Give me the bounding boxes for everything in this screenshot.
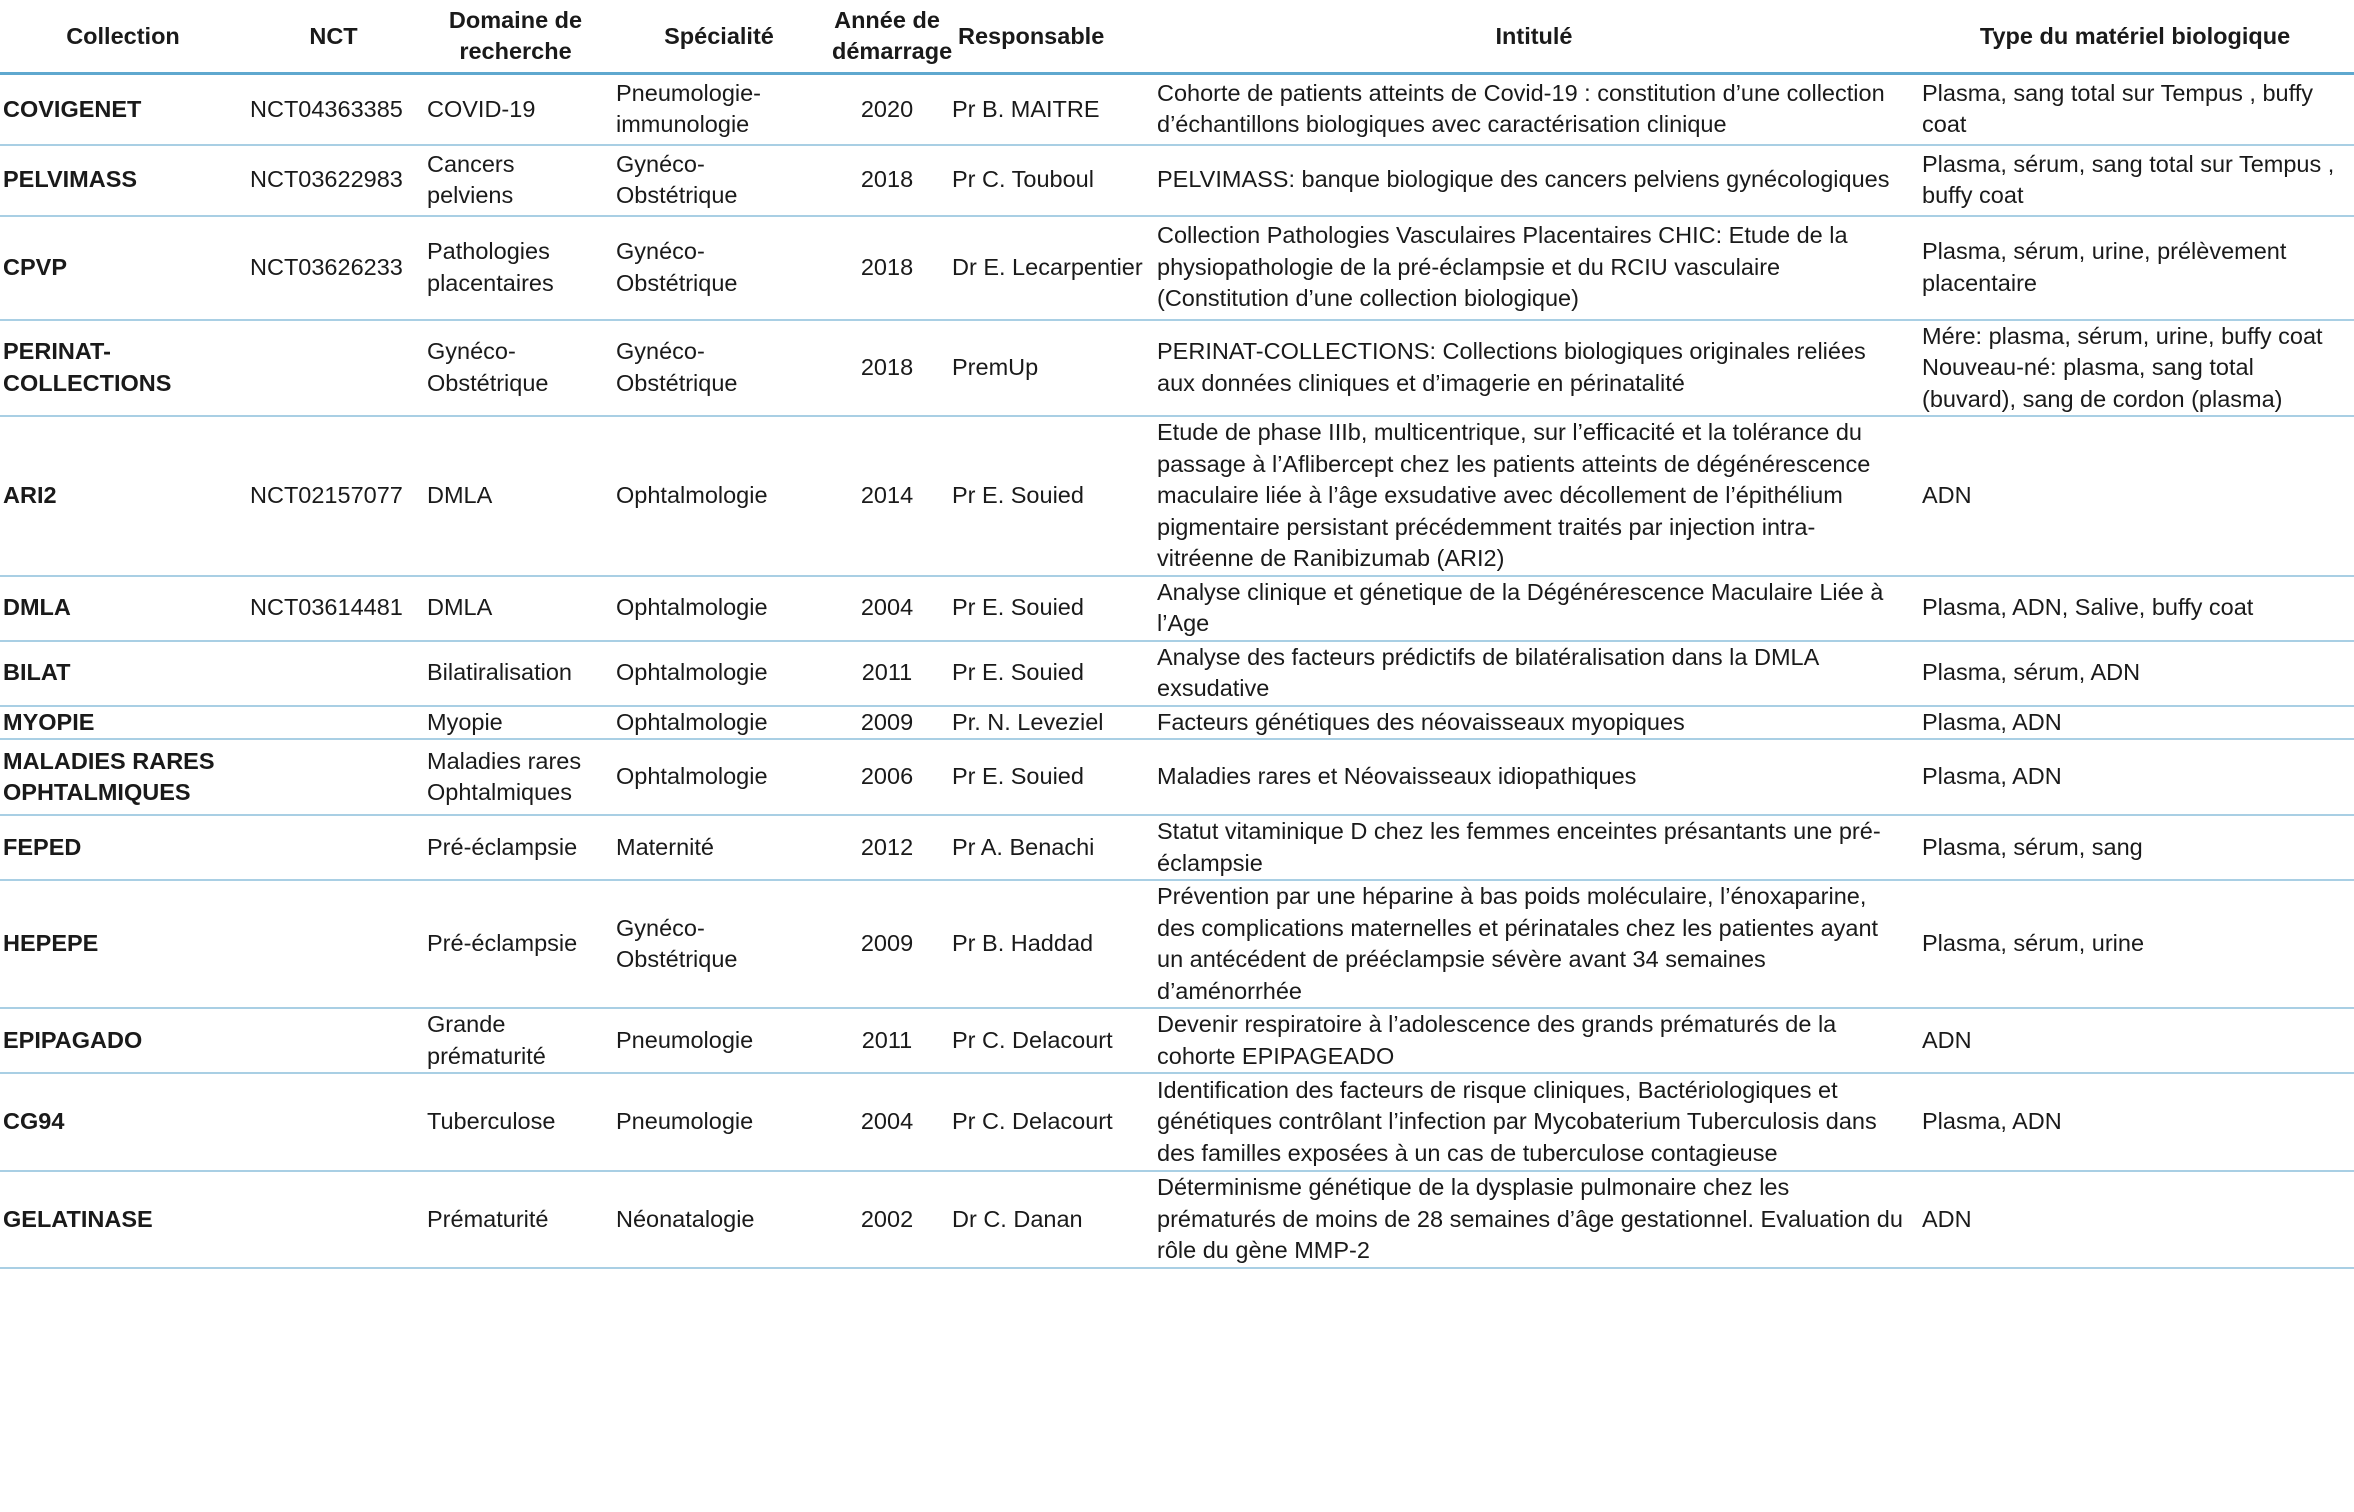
cell-collection: GELATINASE (0, 1171, 246, 1268)
cell-domaine: COVID-19 (421, 74, 610, 145)
cell-materiel: ADN (1916, 1008, 2354, 1073)
table-row (0, 320, 2354, 417)
cell-materiel: Plasma, ADN (1916, 706, 2354, 740)
cell-responsable: Pr B. Haddad (946, 880, 1152, 1008)
cell-intitule: PELVIMASS: banque biologique des cancers pelviens gynécologiques (1152, 145, 1916, 216)
header-collection: Collection (0, 0, 246, 74)
cell-materiel: Plasma, ADN (1916, 1073, 2354, 1171)
cell-materiel: Plasma, ADN (1916, 739, 2354, 815)
cell-collection: HEPEPE (0, 880, 246, 1008)
cell-intitule: Statut vitaminique D chez les femmes enceintes présantants une pré-éclampsie (1152, 815, 1916, 880)
header-intitule: Intitulé (1152, 0, 1916, 74)
table-row (0, 641, 2354, 706)
header-row (0, 0, 2354, 74)
cell-collection: MYOPIE (0, 706, 246, 740)
table-row (0, 815, 2354, 880)
cell-responsable: Pr E. Souied (946, 641, 1152, 706)
cell-specialite: Ophtalmologie (610, 576, 828, 641)
cell-specialite: Ophtalmologie (610, 739, 828, 815)
cell-collection: BILAT (0, 641, 246, 706)
cell-specialite: Gynéco-Obstétrique (610, 145, 828, 216)
cell-annee: 2014 (828, 416, 946, 576)
cell-annee: 2018 (828, 320, 946, 417)
cell-specialite: Pneumologie (610, 1008, 828, 1073)
cell-intitule: Identification des facteurs de risque cliniques, Bactériologiques et génétiques contrôlant l’infection par Mycobaterium Tuberculosis dans des familles exposées à un cas de tuberculose contagieuse (1152, 1073, 1916, 1171)
cell-materiel: Plasma, sérum, urine (1916, 880, 2354, 1008)
cell-nct (246, 1008, 421, 1073)
cell-collection: ARI2 (0, 416, 246, 576)
cell-responsable: Pr E. Souied (946, 739, 1152, 815)
cell-domaine: DMLA (421, 416, 610, 576)
table-row (0, 880, 2354, 1008)
cell-responsable: Dr E. Lecarpentier (946, 216, 1152, 320)
table-row (0, 576, 2354, 641)
cell-collection: CG94 (0, 1073, 246, 1171)
cell-responsable: Pr C. Delacourt (946, 1073, 1152, 1171)
cell-specialite: Pneumologie-immunologie (610, 74, 828, 145)
cell-responsable: Pr A. Benachi (946, 815, 1152, 880)
cell-intitule: PERINAT-COLLECTIONS: Collections biologiques originales reliées aux données cliniques et d’imagerie en périnatalité (1152, 320, 1916, 417)
cell-intitule: Maladies rares et Néovaisseaux idiopathiques (1152, 739, 1916, 815)
cell-materiel: Plasma, sang total sur Tempus , buffy coat (1916, 74, 2354, 145)
cell-annee: 2018 (828, 216, 946, 320)
cell-materiel: Plasma, sérum, ADN (1916, 641, 2354, 706)
cell-annee: 2006 (828, 739, 946, 815)
cell-nct (246, 1073, 421, 1171)
cell-nct (246, 880, 421, 1008)
cell-annee: 2018 (828, 145, 946, 216)
cell-materiel: Plasma, ADN, Salive, buffy coat (1916, 576, 2354, 641)
cell-intitule: Etude de phase IIIb, multicentrique, sur l’efficacité et la tolérance du passage à l’Aflibercept chez les patients atteints de dégénérescence maculaire liée à l’âge exsudative avec décollement de l’épithélium pigmentaire persistant précédemment traités par injection intra-vitréenne de Ranibizumab (ARI2) (1152, 416, 1916, 576)
cell-specialite: Gynéco-Obstétrique (610, 320, 828, 417)
cell-responsable: Pr E. Souied (946, 416, 1152, 576)
cell-domaine: Grande prématurité (421, 1008, 610, 1073)
cell-intitule: Cohorte de patients atteints de Covid-19 : constitution d’une collection d’échantillons biologiques avec caractérisation clinique (1152, 74, 1916, 145)
cell-nct: NCT03614481 (246, 576, 421, 641)
cell-responsable: Pr C. Touboul (946, 145, 1152, 216)
cell-collection: DMLA (0, 576, 246, 641)
header-nct: NCT (246, 0, 421, 74)
cell-specialite: Gynéco-Obstétrique (610, 216, 828, 320)
cell-intitule: Prévention par une héparine à bas poids moléculaire, l’énoxaparine, des complications maternelles et périnatales chez les patientes ayant un antécédent de prééclampsie sévère avant 34 semaines d’aménorrhée (1152, 880, 1916, 1008)
table-row (0, 145, 2354, 216)
cell-responsable: Pr C. Delacourt (946, 1008, 1152, 1073)
header-materiel: Type du matériel biologique (1916, 0, 2354, 74)
cell-domaine: Cancers pelviens (421, 145, 610, 216)
cell-materiel: Plasma, sérum, sang total sur Tempus , buffy coat (1916, 145, 2354, 216)
cell-specialite: Ophtalmologie (610, 641, 828, 706)
cell-annee: 2011 (828, 1008, 946, 1073)
cell-nct: NCT02157077 (246, 416, 421, 576)
cell-annee: 2009 (828, 706, 946, 740)
cell-domaine: Maladies rares Ophtalmiques (421, 739, 610, 815)
cell-nct (246, 815, 421, 880)
cell-materiel: Plasma, sérum, sang (1916, 815, 2354, 880)
cell-annee: 2004 (828, 1073, 946, 1171)
cell-responsable: Pr. N. Leveziel (946, 706, 1152, 740)
cell-responsable: Dr C. Danan (946, 1171, 1152, 1268)
cell-collection: FEPED (0, 815, 246, 880)
cell-intitule: Analyse des facteurs prédictifs de bilatéralisation dans la DMLA exsudative (1152, 641, 1916, 706)
cell-responsable: PremUp (946, 320, 1152, 417)
cell-intitule: Devenir respiratoire à l’adolescence des grands prématurés de la cohorte EPIPAGEADO (1152, 1008, 1916, 1073)
table-row (0, 216, 2354, 320)
cell-collection: EPIPAGADO (0, 1008, 246, 1073)
table-row (0, 1008, 2354, 1073)
cell-annee: 2020 (828, 74, 946, 145)
table-row (0, 706, 2354, 740)
cell-nct (246, 641, 421, 706)
cell-domaine: DMLA (421, 576, 610, 641)
cell-nct: NCT03622983 (246, 145, 421, 216)
cell-specialite: Ophtalmologie (610, 416, 828, 576)
cell-specialite: Pneumologie (610, 1073, 828, 1171)
cell-domaine: Pré-éclampsie (421, 815, 610, 880)
cell-materiel: Mére: plasma, sérum, urine, buffy coat Nouveau-né: plasma, sang total (buvard), sang de cordon (plasma) (1916, 320, 2354, 417)
cell-domaine: Tuberculose (421, 1073, 610, 1171)
table-row (0, 739, 2354, 815)
cell-domaine: Myopie (421, 706, 610, 740)
cell-collection: MALADIES RARES OPHTALMIQUES (0, 739, 246, 815)
header-specialite: Spécialité (610, 0, 828, 74)
cell-domaine: Pré-éclampsie (421, 880, 610, 1008)
cell-nct (246, 739, 421, 815)
cell-intitule: Déterminisme génétique de la dysplasie pulmonaire chez les prématurés de moins de 28 semaines d’âge gestationnel. Evaluation du rôle du gène MMP-2 (1152, 1171, 1916, 1268)
cell-intitule: Analyse clinique et génetique de la Dégénérescence Maculaire Liée à l’Age (1152, 576, 1916, 641)
cell-annee: 2011 (828, 641, 946, 706)
cell-nct (246, 1171, 421, 1268)
cell-nct: NCT04363385 (246, 74, 421, 145)
cell-specialite: Gynéco-Obstétrique (610, 880, 828, 1008)
cell-responsable: Pr B. MAITRE (946, 74, 1152, 145)
header-annee: Année de démarrage (828, 0, 946, 74)
cell-nct (246, 706, 421, 740)
cell-nct (246, 320, 421, 417)
cell-specialite: Néonatalogie (610, 1171, 828, 1268)
cell-nct: NCT03626233 (246, 216, 421, 320)
cell-materiel: Plasma, sérum, urine, prélèvement placentaire (1916, 216, 2354, 320)
cell-domaine: Gynéco-Obstétrique (421, 320, 610, 417)
cell-responsable: Pr E. Souied (946, 576, 1152, 641)
cell-collection: CPVP (0, 216, 246, 320)
cell-collection: PERINAT-COLLECTIONS (0, 320, 246, 417)
header-responsable: Responsable (946, 0, 1152, 74)
header-domaine: Domaine de recherche (421, 0, 610, 74)
table-row (0, 416, 2354, 576)
cell-domaine: Prématurité (421, 1171, 610, 1268)
table-body (0, 74, 2354, 1268)
cell-annee: 2009 (828, 880, 946, 1008)
table-header (0, 0, 2354, 74)
cell-intitule: Facteurs génétiques des néovaisseaux myopiques (1152, 706, 1916, 740)
table-row (0, 74, 2354, 145)
cell-annee: 2004 (828, 576, 946, 641)
cell-domaine: Pathologies placentaires (421, 216, 610, 320)
cell-specialite: Maternité (610, 815, 828, 880)
cell-materiel: ADN (1916, 416, 2354, 576)
cell-intitule: Collection Pathologies Vasculaires Placentaires CHIC: Etude de la physiopathologie de la pré-éclampsie et du RCIU vasculaire (Constitution d’une collection biologique) (1152, 216, 1916, 320)
cell-domaine: Bilatiralisation (421, 641, 610, 706)
table-row (0, 1171, 2354, 1268)
cell-annee: 2012 (828, 815, 946, 880)
table-row (0, 1073, 2354, 1171)
cell-annee: 2002 (828, 1171, 946, 1268)
cell-specialite: Ophtalmologie (610, 706, 828, 740)
cell-collection: COVIGENET (0, 74, 246, 145)
cell-collection: PELVIMASS (0, 145, 246, 216)
cell-materiel: ADN (1916, 1171, 2354, 1268)
